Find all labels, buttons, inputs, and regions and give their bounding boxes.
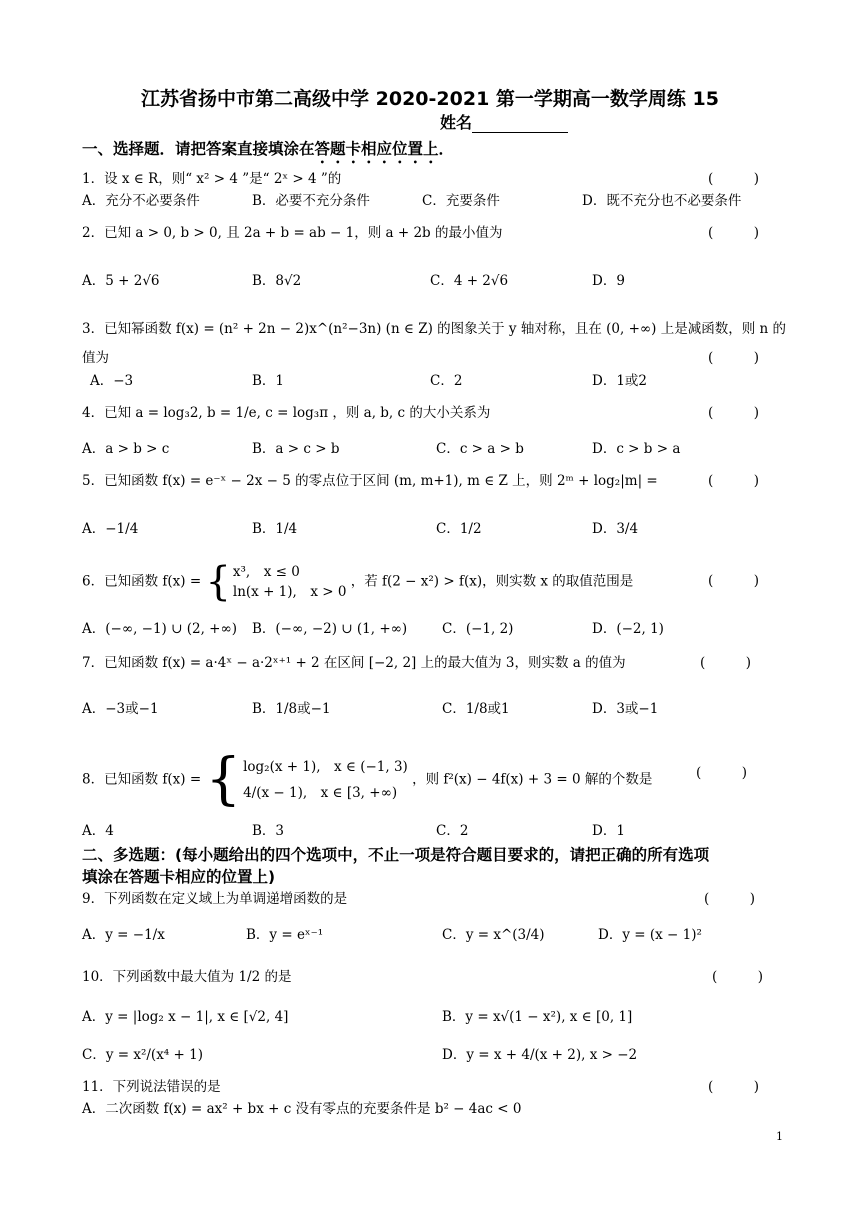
question-9-stem: 9．下列函数在定义域上为单调递增函数的是 [82, 891, 348, 907]
name-blank [472, 118, 568, 133]
q5-option-d: D．3/4 [592, 521, 639, 537]
section-heading-multi-choice-cont: 填涂在答题卡相应的位置上) [82, 868, 276, 886]
emphasis-text: 答题卡相应位置上 [314, 140, 439, 158]
q4-option-a: A．a > b > c [82, 441, 170, 457]
q5-option-a: A．−1/4 [82, 521, 139, 537]
q9-option-b: B．y = eˣ⁻¹ [246, 927, 324, 943]
q11-option-a: A．二次函数 f(x) = ax² + bx + c 没有零点的充要条件是 b² − 4ac < 0 [82, 1101, 522, 1117]
q10-option-d: D．y = x + 4/(x + 2), x > −2 [442, 1047, 638, 1063]
answer-paren: ( ) [712, 969, 764, 985]
question-10-stem: 10．下列函数中最大值为 1/2 的是 [82, 969, 292, 985]
q3-option-a: A．−3 [90, 373, 134, 389]
page-number: 1 [776, 1130, 783, 1143]
q3-option-b: B．1 [252, 373, 285, 389]
q7-option-c: C．1/8或1 [442, 701, 510, 717]
question-1-stem: 1．设 x ∈ R，则“ x² > 4 ”是“ 2ˣ > 4 ”的 [82, 171, 342, 187]
q6-option-d: D．(−2, 1) [592, 621, 664, 637]
q1-option-b: B．必要不充分条件 [252, 193, 370, 209]
question-8-stem: 8．已知函数 f(x) = { log₂(x + 1), x ∈ (−1, 3) 4/(x − 1), x ∈ [3, +∞) ，则 f²(x) − 4f(x) + 3 = 0 解的个数是 [82, 747, 653, 812]
q1-option-a: A．充分不必要条件 [82, 193, 200, 209]
q4-option-d: D．c > b > a [592, 441, 681, 457]
q10-option-b: B．y = x√(1 − x²), x ∈ [0, 1] [442, 1009, 633, 1025]
question-7-stem: 7．已知函数 f(x) = a·4ˣ − a·2ˣ⁺¹ + 2 在区间 [−2, 2] 上的最大值为 3，则实数 a 的值为 [82, 655, 626, 671]
question-5-stem: 5．已知函数 f(x) = e⁻ˣ − 2x − 5 的零点位于区间 (m, m+1), m ∈ Z 上，则 2ᵐ + log₂|m| = [82, 473, 658, 489]
q6-option-a: A．(−∞, −1) ∪ (2, +∞) [82, 621, 237, 637]
q2-option-b: B．8√2 [252, 273, 302, 289]
q7-option-a: A．−3或−1 [82, 701, 159, 717]
question-3-stem-cont: 值为 [82, 350, 109, 366]
question-4-stem: 4．已知 a = log₃2, b = 1/e, c = log₃π ，则 a, b, c 的大小关系为 [82, 405, 491, 421]
q4-option-c: C．c > a > b [436, 441, 524, 457]
q8-option-a: A．4 [82, 823, 114, 839]
q3-option-d: D．1或2 [592, 373, 648, 389]
q1-option-d: D．既不充分也不必要条件 [582, 193, 742, 209]
piecewise-cases: x³, x ≤ 0 ln(x + 1), x > 0 [232, 564, 347, 600]
question-6-stem: 6．已知函数 f(x) = { x³, x ≤ 0 ln(x + 1), x > 0 ，若 f(2 − x²) > f(x)，则实数 x 的取值范围是 [82, 559, 634, 605]
answer-paren: ( ) [704, 891, 756, 907]
q8-option-d: D．1 [592, 823, 625, 839]
q5-option-c: C．1/2 [436, 521, 482, 537]
q1-option-c: C．充要条件 [422, 193, 500, 209]
section-heading-multi-choice: 二、多选题：(每小题给出的四个选项中，不止一项是符合题目要求的，请把正确的所有选项 [82, 846, 710, 864]
q10-option-c: C．y = x²/(x⁴ + 1) [82, 1047, 203, 1063]
q2-option-c: C．4 + 2√6 [430, 273, 509, 289]
q7-option-b: B．1/8或−1 [252, 701, 331, 717]
q10-option-a: A．y = |log₂ x − 1|, x ∈ [√2, 4] [82, 1009, 289, 1025]
question-2-stem: 2．已知 a > 0, b > 0, 且 2a + b = ab − 1，则 a + 2b 的最小值为 [82, 225, 503, 241]
q7-option-d: D．3或−1 [592, 701, 659, 717]
q2-option-d: D．9 [592, 273, 625, 289]
q9-option-c: C．y = x^(3/4) [442, 927, 545, 943]
page-title: 江苏省扬中市第二高级中学 2020-2021 第一学期高一数学周练 15 [141, 88, 719, 110]
left-brace: { [205, 747, 242, 812]
q6-option-c: C．(−1, 2) [442, 621, 514, 637]
q6-option-b: B．(−∞, −2) ∪ (1, +∞) [252, 621, 408, 637]
answer-paren: ( ) [708, 350, 760, 366]
name-field [440, 110, 568, 133]
q4-option-b: B．a > c > b [252, 441, 340, 457]
q8-option-b: B．3 [252, 823, 285, 839]
question-11-stem: 11．下列说法错误的是 [82, 1079, 221, 1095]
answer-paren: ( ) [700, 655, 752, 671]
section-heading-single-choice: 一、选择题．请把答案直接填涂在答题卡相应位置上． [82, 140, 455, 158]
answer-paren: ( ) [708, 225, 760, 241]
q2-option-a: A．5 + 2√6 [82, 273, 160, 289]
q3-option-c: C．2 [430, 373, 463, 389]
q8-option-c: C．2 [436, 823, 469, 839]
q5-option-b: B．1/4 [252, 521, 298, 537]
answer-paren: ( ) [708, 171, 760, 187]
name-label: 姓名 [440, 113, 473, 132]
answer-paren: ( ) [696, 765, 748, 781]
q9-option-d: D．y = (x − 1)² [598, 927, 702, 943]
answer-paren: ( ) [708, 1079, 760, 1095]
answer-paren: ( ) [708, 405, 760, 421]
q9-option-a: A．y = −1/x [82, 927, 165, 943]
left-brace: { [205, 559, 231, 605]
question-3-stem: 3．已知幂函数 f(x) = (n² + 2n − 2)x^(n²−3n) (n ∈ Z) 的图象关于 y 轴对称，且在 (0, +∞) 上是减函数，则 n 的 [82, 321, 786, 337]
piecewise-cases: log₂(x + 1), x ∈ (−1, 3) 4/(x − 1), x ∈ [3, +∞) [243, 759, 408, 801]
answer-paren: ( ) [708, 573, 760, 589]
answer-paren: ( ) [708, 473, 760, 489]
